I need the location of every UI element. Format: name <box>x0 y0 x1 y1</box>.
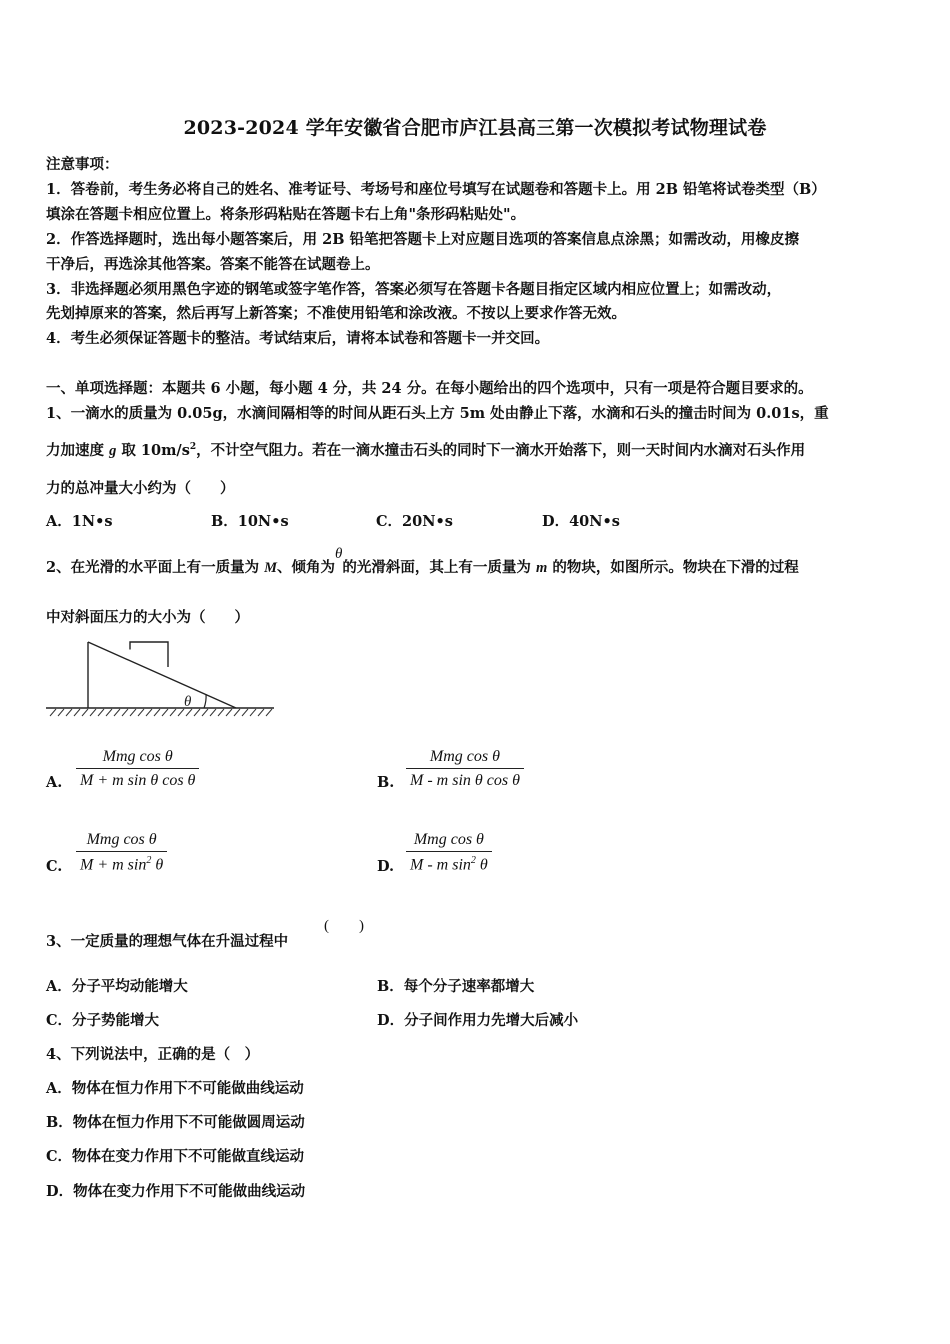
denominator: M + m sin θ cos θ <box>76 768 199 790</box>
notes-line: 2．作答选择题时，选出每小题答案后，用 2B 铅笔把答题卡上对应题目选项的答案信息点涂黑；如需改动，用橡皮擦 <box>46 231 800 248</box>
q1-stem-line3: 力的总冲量大小约为（ ） <box>46 480 235 497</box>
q3-option-d[interactable]: D．分子间作用力先增大后减小 <box>377 1012 579 1029</box>
q3-stem: 3、一定质量的理想气体在升温过程中 <box>46 933 289 950</box>
q1-option-b[interactable]: B．10N•s <box>211 513 289 530</box>
angle-arc <box>204 694 206 708</box>
q2-option-a-formula[interactable] <box>76 748 199 790</box>
page-title: 2023-2024 学年安徽省合肥市庐江县高三第一次模拟考试物理试卷 <box>183 117 767 139</box>
notes-line: 填涂在答题卡相应位置上。将条形码粘贴在答题卡右上角"条形码粘贴处"。 <box>46 206 526 223</box>
q2-option-c-label[interactable]: C. <box>46 858 63 875</box>
q3-answer-paren: ( ) <box>324 918 364 934</box>
q4-stem: 4、下列说法中，正确的是（ ） <box>46 1046 260 1063</box>
notes-line: 3．非选择题必须用黑色字迹的钢笔或签字笔作答，答案必须写在答题卡各题目指定区域内相应位置上；如需改动， <box>46 281 782 298</box>
q3-option-c[interactable]: C．分子势能增大 <box>46 1012 160 1029</box>
q1-stem-line1: 1、一滴水的质量为 0.05g，水滴间隔相等的时间从距石头上方 5m 处由静止下落，水滴和石头的撞击时间为 0.01s，重 <box>46 405 829 422</box>
notes-line: 1．答卷前，考生务必将自己的姓名、准考证号、考场号和座位号填写在试题卷和答题卡上。用 2B 铅笔将试卷类型（B） <box>46 181 826 198</box>
numerator: Mmg cos θ <box>86 831 157 848</box>
numerator: Mmg cos θ <box>429 748 500 765</box>
q1-option-d[interactable]: D．40N•s <box>542 513 620 530</box>
ground-hatch <box>50 709 272 716</box>
q4-option-b[interactable]: B．物体在恒力作用下不可能做圆周运动 <box>46 1114 305 1131</box>
q2-option-c-formula[interactable] <box>76 831 167 874</box>
section-heading: 一、单项选择题：本题共 6 小题，每小题 4 分，共 24 分。在每小题给出的四个选项中，只有一项是符合题目要求的。 <box>46 380 813 397</box>
q2-stem-line2: 中对斜面压力的大小为（ ） <box>46 609 249 626</box>
q1-option-c[interactable]: C．20N•s <box>376 513 453 530</box>
q2-option-d-label[interactable]: D. <box>377 858 395 875</box>
denominator: M - m sin θ cos θ <box>406 768 524 790</box>
notes-line: 先划掉原来的答案，然后再写上新答案；不准使用铅笔和涂改液。不按以上要求作答无效。 <box>46 305 626 322</box>
q1-option-a[interactable]: A．1N•s <box>46 513 113 530</box>
notes-line: 干净后，再选涂其他答案。答案不能答在试题卷上。 <box>46 256 380 273</box>
q3-option-a[interactable]: A．分子平均动能增大 <box>46 978 188 995</box>
q2-stem-line1: 2、在光滑的水平面上有一质量为 M、倾角为θ的光滑斜面，其上有一质量为 m 的物块，如图所示。物块在下滑的过程 <box>46 546 799 576</box>
q2-option-d-formula[interactable] <box>406 831 492 874</box>
q3-option-b[interactable]: B．每个分子速率都增大 <box>377 978 535 995</box>
notes-heading: 注意事项： <box>46 156 119 173</box>
q2-option-b-label[interactable]: B. <box>377 774 395 791</box>
denominator: M + m $\sin^2 \theta$ <box>76 851 167 874</box>
notes-line: 4．考生必须保证答题卡的整洁。考试结束后，请将本试卷和答题卡一并交回。 <box>46 330 550 347</box>
numerator: Mmg cos θ <box>102 748 173 765</box>
theta-label: θ <box>184 694 192 710</box>
numerator: Mmg cos θ <box>413 831 484 848</box>
q2-option-a-label[interactable]: A. <box>46 774 63 791</box>
incline-surface <box>88 642 236 708</box>
q2-option-b-formula[interactable] <box>406 748 524 790</box>
q4-option-d[interactable]: D．物体在变力作用下不可能做曲线运动 <box>46 1183 306 1200</box>
q4-option-a[interactable]: A．物体在恒力作用下不可能做曲线运动 <box>46 1080 304 1097</box>
denominator: M - m $\sin^2 \theta$ <box>406 851 492 874</box>
q1-stem-line2: 力加速度 g 取 $10m/s^2$，不计空气阻力。若在一滴水撞击石头的同时下一滴水开始落下，则一天时间内水滴对石头作用 <box>46 442 806 459</box>
incline-figure <box>44 636 276 720</box>
q4-option-c[interactable]: C．物体在变力作用下不可能做直线运动 <box>46 1148 305 1165</box>
